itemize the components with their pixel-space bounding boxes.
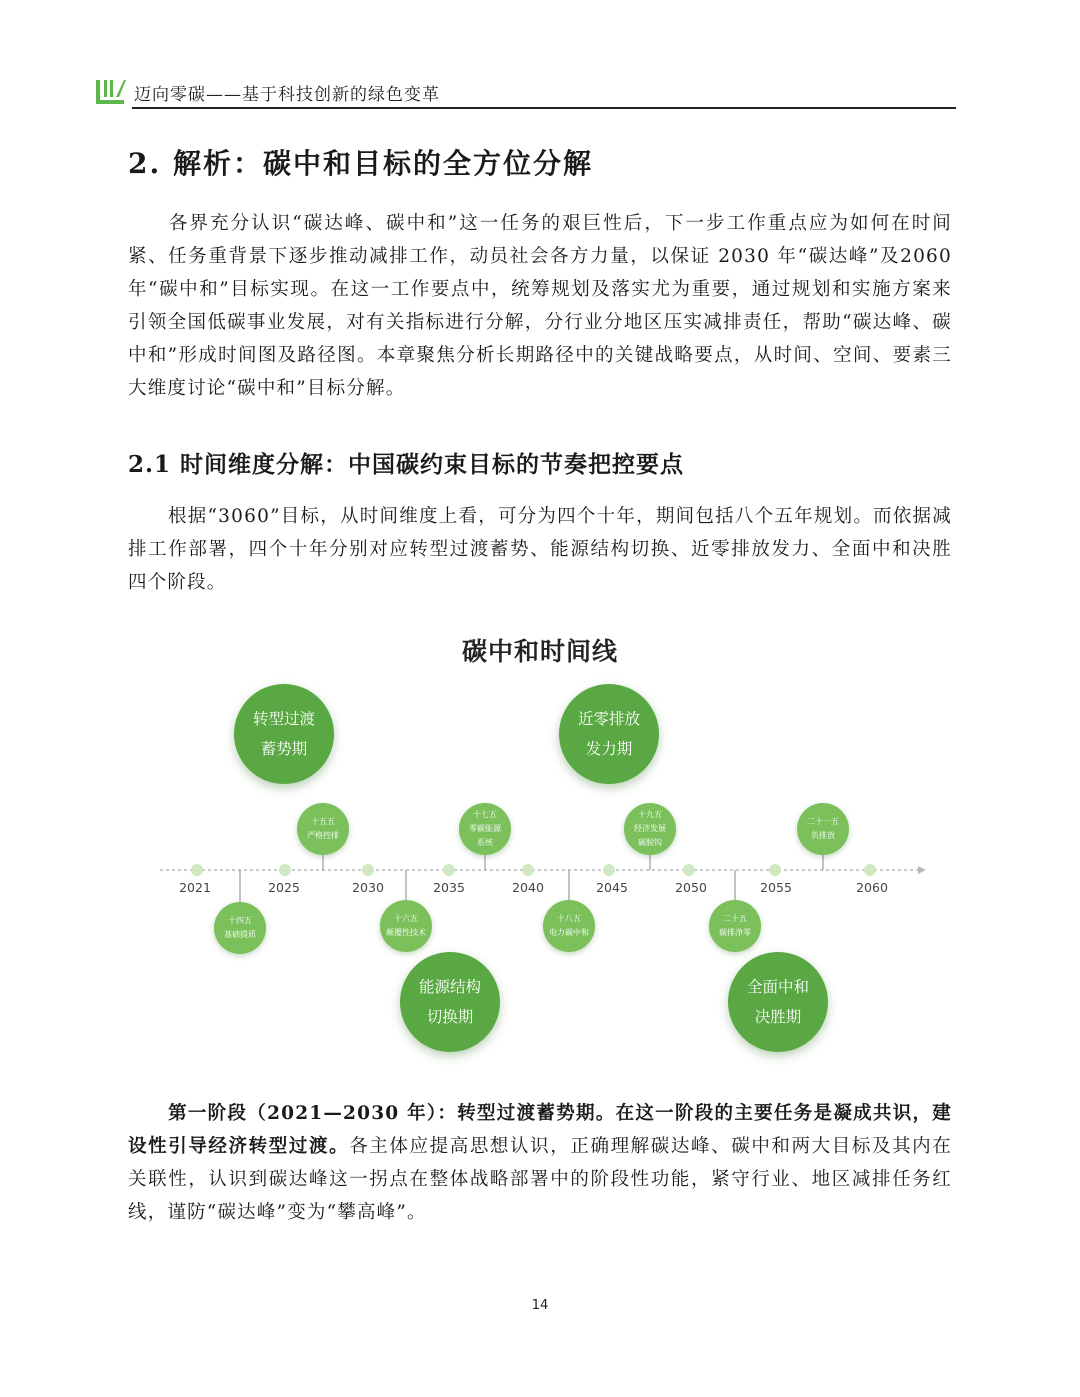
- subsection-title: 2.1 时间维度分解：中国碳约束目标的节奏把控要点: [128, 451, 685, 478]
- year-dot: [522, 864, 534, 876]
- year-dot: [191, 864, 203, 876]
- logo-icon: [96, 78, 126, 106]
- year-dot: [443, 864, 455, 876]
- plan-bubble: 十五五 严格控排: [297, 803, 349, 855]
- plan-bubble: 十七五 零碳能源 系统: [459, 803, 511, 855]
- subsection-paragraph: 根据“3060”目标，从时间维度上看，可分为四个十年，期间包括八个五年规划。而依据减排工作部署，四个十年分别对应转型过渡蓄势、能源结构切换、近零排放发力、全面中和决胜四个阶段。: [128, 506, 952, 593]
- plan-bubble: 十八五 电力碳中和: [543, 900, 595, 952]
- year-label: 2035: [433, 880, 465, 895]
- year-dot: [769, 864, 781, 876]
- header-rule: [132, 107, 956, 109]
- year-dot: [864, 864, 876, 876]
- plan-bubble: 十四五 基础提质: [214, 902, 266, 954]
- year-dot: [603, 864, 615, 876]
- page-number: 14: [531, 1298, 549, 1313]
- page-header: [96, 76, 958, 110]
- year-dot: [362, 864, 374, 876]
- phase-bubble: 转型过渡 蓄势期: [234, 684, 334, 784]
- stage1-bold-text: 第一阶段（2021—2030 年）：转型过渡蓄势期。在这一阶段的主要任务是凝成共识，建设性引导经济转型过渡。: [128, 1103, 952, 1157]
- year-label: 2025: [268, 880, 300, 895]
- year-label: 2045: [596, 880, 628, 895]
- year-label: 2060: [856, 880, 888, 895]
- year-label: 2021: [179, 880, 211, 895]
- plan-bubble: 十六五 颠覆性技术: [380, 900, 432, 952]
- phase-bubble: 能源结构 切换期: [400, 952, 500, 1052]
- phase-bubble: 全面中和 决胜期: [728, 952, 828, 1052]
- year-dot: [683, 864, 695, 876]
- year-label: 2055: [760, 880, 792, 895]
- timeline-title: 碳中和时间线: [461, 637, 618, 666]
- plan-bubble: 二十一五 负排放: [797, 803, 849, 855]
- year-dot: [279, 864, 291, 876]
- year-label: 2040: [512, 880, 544, 895]
- stage1-text: 各主体应提高思想认识，正确理解碳达峰、碳中和两大目标及其内在关联性，认识到碳达峰这一拐点在整体战略部署中的阶段性功能，紧守行业、地区减排任务红线，谨防“碳达峰”变为“攀高峰”。: [128, 1136, 952, 1223]
- header-title: 迈向零碳——基于科技创新的绿色变革: [134, 85, 440, 105]
- year-label: 2030: [352, 880, 384, 895]
- section-title: 2. 解析：碳中和目标的全方位分解: [128, 147, 593, 180]
- phase-bubble: 近零排放 发力期: [559, 684, 659, 784]
- year-label: 2050: [675, 880, 707, 895]
- timeline-connectors: [150, 628, 940, 958]
- stage1-paragraph: [128, 1097, 952, 1229]
- section-paragraph: 各界充分认识“碳达峰、碳中和”这一任务的艰巨性后，下一步工作重点应为如何在时间紧、任务重背景下逐步推动减排工作，动员社会各方力量，以保证 2030 年“碳达峰”及2060年“碳中和”目标实现。在这一工作要点中，统筹规划及落实尤为重要，通过规划和实施方案来引领全国低碳事业发展，对有关指标进行分解，分行业分地区压实减排责任，帮助“碳达峰、碳中和”形成时间图及路径图。本章聚焦分析长期路径中的关键战略要点，从时间、空间、要素三大维度讨论“碳中和”目标分解。: [128, 213, 952, 399]
- plan-bubble: 十九五 经济发展 碳脱钩: [624, 803, 676, 855]
- plan-bubble: 二十五 碳排净零: [709, 900, 761, 952]
